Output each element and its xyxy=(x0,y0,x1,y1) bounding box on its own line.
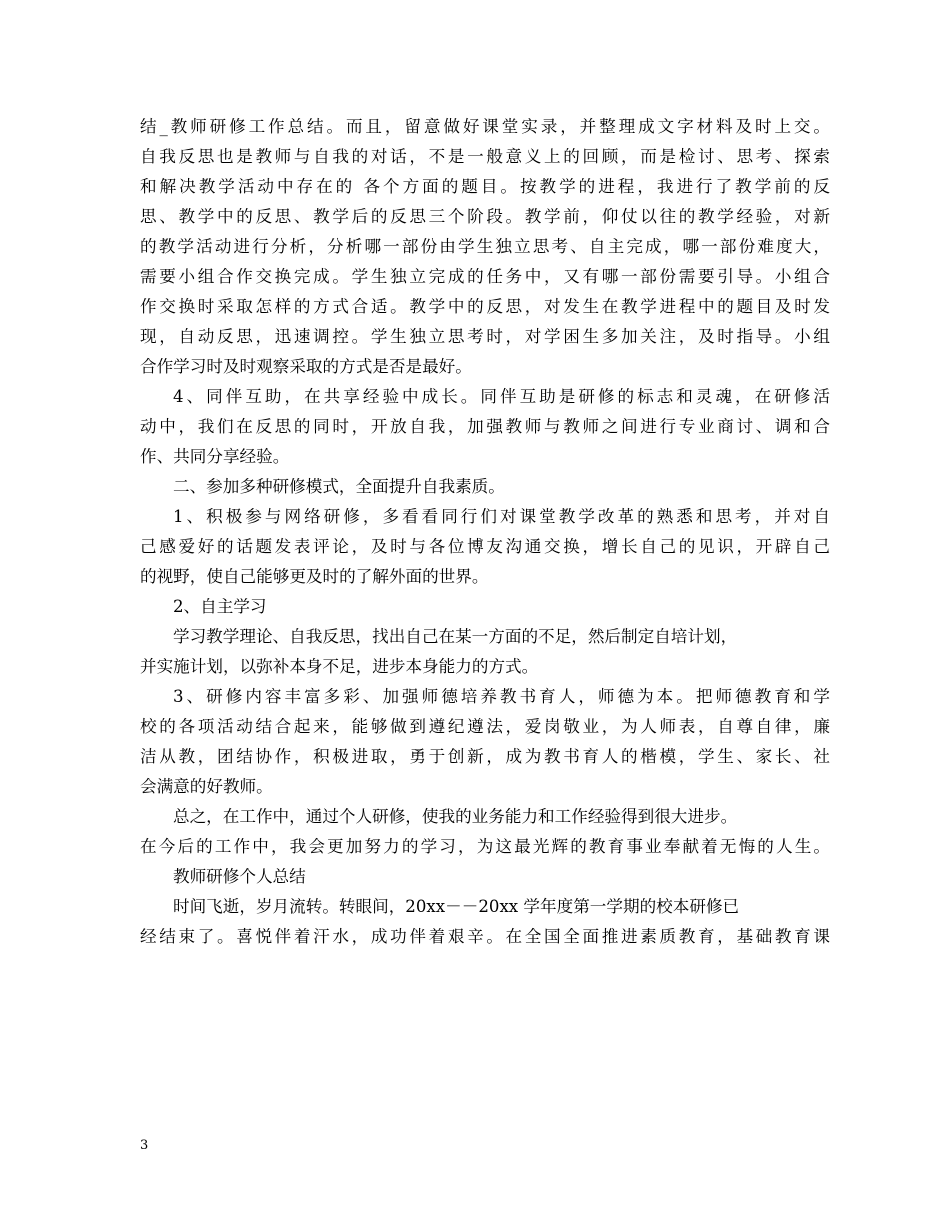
text-line: 现，自动反思，迅速调控。学生独立思考时，对学困生多加关注，及时指导。小组 xyxy=(140,327,830,346)
text-line: 经结束了。喜悦伴着汗水，成功伴着艰辛。在全国全面推进素质教育，基础教育课 xyxy=(140,927,830,946)
text-line: 4、同伴互助，在共享经验中成长。同伴互助是研修的标志和灵魂，在研修活 xyxy=(173,387,830,406)
text-line: 思、教学中的反思、教学后的反思三个阶段。教学前，仰仗以往的教学经验，对新 xyxy=(140,207,830,226)
text-line: 并实施计划，以弥补本身不足，进步本身能力的方式。 xyxy=(140,657,539,676)
text-line: 自我反思也是教师与自我的对话，不是一般意义上的回顾，而是检讨、思考、探索 xyxy=(140,147,830,166)
text-line: 需要小组合作交换完成。学生独立完成的任务中，又有哪一部份需要引导。小组合 xyxy=(140,267,830,286)
text-line: 己感爱好的话题发表评论，及时与各位博友沟通交换，增长自己的见识，开辟自己 xyxy=(140,537,830,556)
text-line: 会满意的好教师。 xyxy=(140,777,273,796)
text-line: 合作学习时及时观察采取的方式是否是最好。 xyxy=(140,357,472,376)
page-number: 3 xyxy=(140,1138,149,1153)
text-line: 作、共同分享经验。 xyxy=(140,447,290,466)
text-line: 动中，我们在反思的同时，开放自我，加强教师与教师之间进行专业商讨、调和合 xyxy=(140,417,830,436)
text-line: 二、参加多种研修模式，全面提升自我素质。 xyxy=(173,477,505,496)
text-line: 的视野，使自己能够更及时的了解外面的世界。 xyxy=(140,567,489,586)
text-line: 洁从教，团结协作，积极进取，勇于创新，成为教书育人的楷模，学生、家长、社 xyxy=(140,747,830,766)
text-line: 2、自主学习 xyxy=(173,597,267,616)
text-line: 3、研修内容丰富多彩、加强师德培养教书育人，师德为本。把师德教育和学 xyxy=(173,687,830,706)
text-line: 时间飞逝，岁月流转。转眼间，20xx－－20xx 学年度第一学期的校本研修已 xyxy=(173,897,740,916)
text-line: 和解决教学活动中存在的 各个方面的题目。按教学的进程，我进行了教学前的反 xyxy=(140,177,830,196)
text-line: 的教学活动进行分析，分析哪一部份由学生独立思考、自主完成，哪一部份难度大， xyxy=(140,237,830,256)
text-line: 总之，在工作中，通过个人研修，使我的业务能力和工作经验得到很大进步。 xyxy=(173,807,738,826)
text-line: 作交换时采取怎样的方式合适。教学中的反思，对发生在教学进程中的题目及时发 xyxy=(140,297,830,316)
text-line: 教师研修个人总结 xyxy=(173,867,306,886)
text-line: 校的各项活动结合起来，能够做到遵纪遵法，爱岗敬业，为人师表，自尊自律，廉 xyxy=(140,717,830,736)
text-line: 1、积极参与网络研修，多看看同行们对课堂教学改革的熟悉和思考，并对自 xyxy=(173,507,830,526)
text-line: 在今后的工作中，我会更加努力的学习，为这最光辉的教育事业奉献着无悔的人生。 xyxy=(140,837,830,856)
text-line: 学习教学理论、自我反思，找出自己在某一方面的不足，然后制定自培计划， xyxy=(173,627,738,646)
document-body xyxy=(140,112,830,952)
text-line: 结_教师研修工作总结。而且，留意做好课堂实录，并整理成文字材料及时上交。 xyxy=(140,117,830,136)
